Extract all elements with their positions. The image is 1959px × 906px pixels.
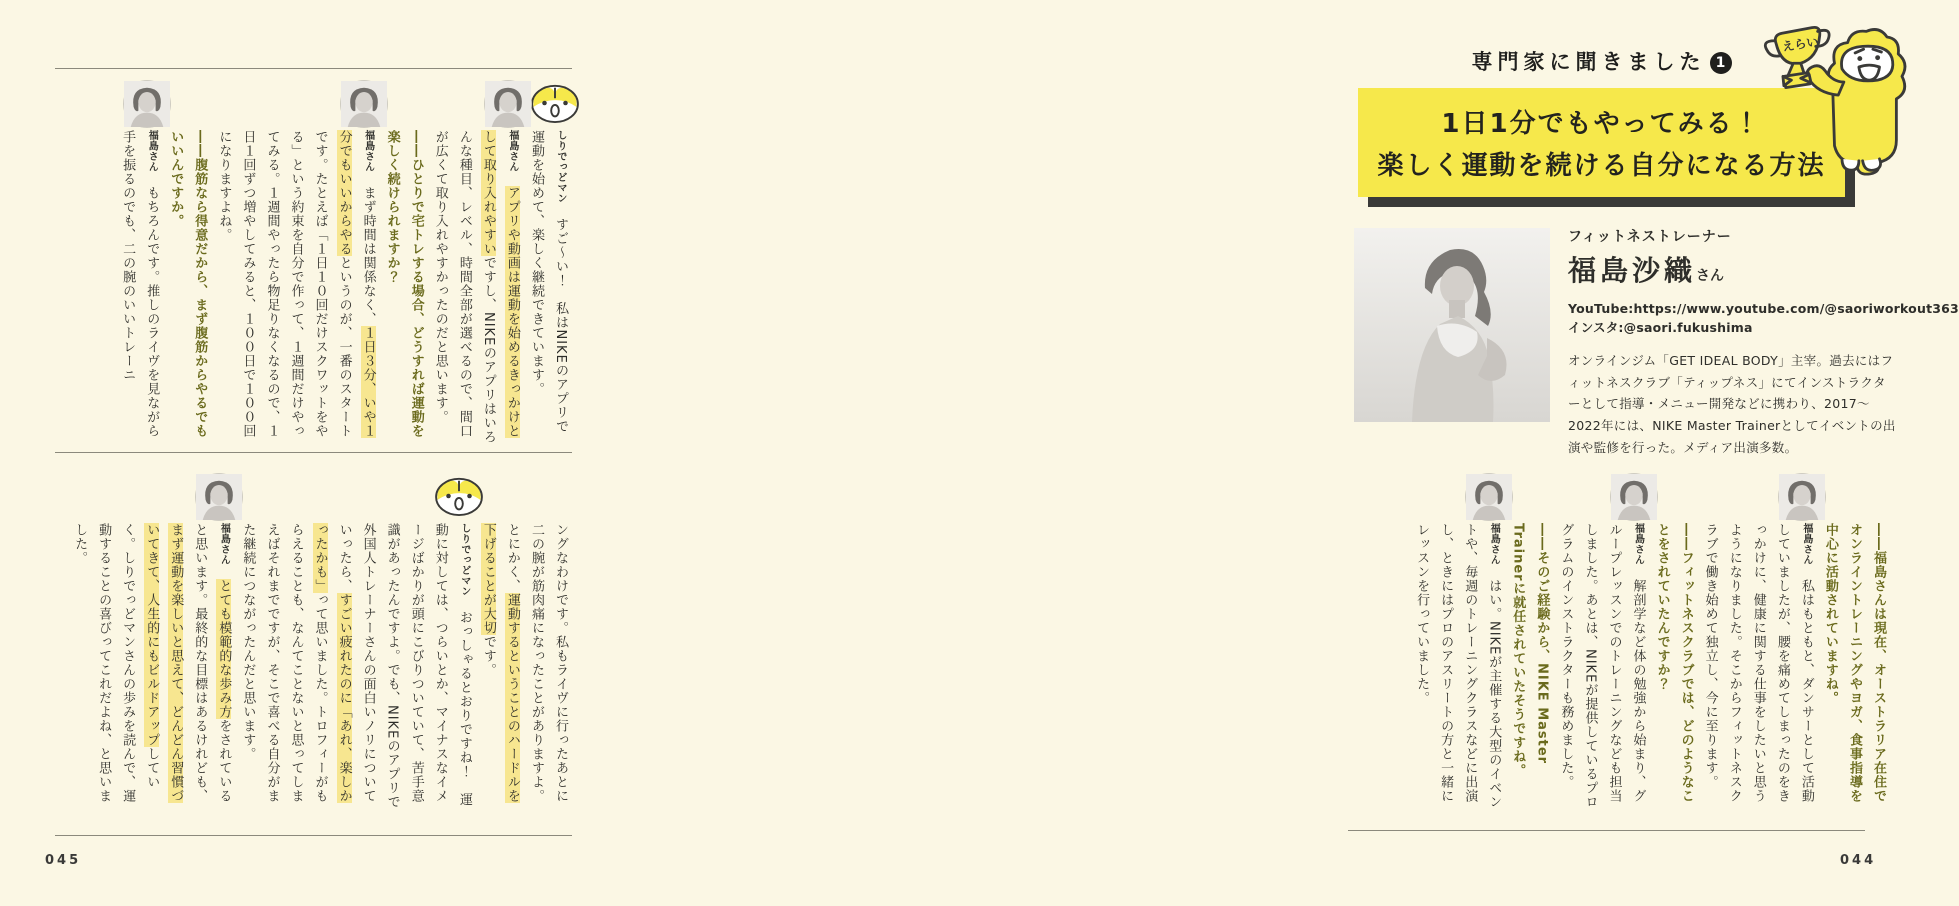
interview-column-right-bottom xyxy=(1340,523,1890,815)
interview-answer xyxy=(235,523,475,815)
interview-answer xyxy=(115,130,163,447)
speaker-name: しりでっどマン xyxy=(458,523,470,597)
highlighted-text: 運動するということのハードルを下げることが大切 xyxy=(480,523,520,803)
interview-question xyxy=(1818,523,1890,815)
body-text: って思いました。トロフィーがもらえることも、なんてことないと思ってしまえばそれまでですが、そこで喜べる自分がまた継続につながったんだと思います。 xyxy=(240,523,328,803)
question-text: ――そのご経験から、NIKE Master Trainerに就任されていたそうですね。 xyxy=(1510,523,1550,778)
body-text: ングなわけです。私もライヴに行ったあとに二の腕が筋肉痛になったことがありますよ。とにかく、 xyxy=(504,523,568,803)
profile-name-suffix: さん xyxy=(1696,268,1725,284)
interview-answer xyxy=(67,523,235,815)
interview-answer xyxy=(524,130,572,447)
body-text: 解剖学など体の勉強から始まり、グループレッスンでのトレーニングなども担当しました。あとは、NIKEが提供しているプログラムのインストラクターも務めました。 xyxy=(1558,523,1646,810)
kicker-text: 専門家に聞きました xyxy=(1471,50,1706,74)
question-text: ――フィットネスクラブでは、どのようなことをされていたんですか？ xyxy=(1654,523,1694,803)
fukushima-avatar xyxy=(195,473,243,521)
interview-answer xyxy=(1409,523,1505,815)
highlighted-text: １日３分、いや１分でもいいからやる xyxy=(336,130,376,438)
body-text: おっしゃるとおりですね！ 運動に対しては、つらいとか、マイナスなイメージばかりが頭にこびりついていて、苦手意識があったんですよ。でも、NIKEのアプリで外国人トレーナーさんの面白いノリについていったら、 xyxy=(336,523,472,810)
kicker-number-badge: 1 xyxy=(1710,52,1732,74)
shirideadman-face-icon xyxy=(434,475,484,517)
divider-left-middle xyxy=(55,452,572,453)
fukushima-avatar xyxy=(1778,473,1826,521)
body-text xyxy=(216,565,231,579)
speaker-name: 福島さん xyxy=(1488,523,1500,565)
question-text: ――福島さんは現在、オーストラリア在住でオンライントレーニングやヨガ、食事指導を中心に活動されていますね。 xyxy=(1822,523,1886,803)
profile-youtube: YouTube:https://www.youtube.com/@saoriworkout363 xyxy=(1568,301,1959,316)
interview-column-left-top xyxy=(55,130,572,447)
page-number-left: 045 xyxy=(45,853,82,868)
profile-name: 福島沙織 xyxy=(1568,254,1697,287)
interview-answer xyxy=(1553,523,1649,815)
speaker-name: 福島さん xyxy=(506,130,518,172)
body-text: というのが、一番のスタートです。たとえば「１日１０回だけスクワットをやる」という約束を自分で作って、１週間だけやってみる。１週間やったら物足りなくなるので、１日１回ずつ増やしてみると、１００日で１００回になりますよね。 xyxy=(216,130,352,438)
divider-right-bottom xyxy=(1348,830,1865,831)
fukushima-avatar xyxy=(1610,473,1658,521)
body-text: まず時間は関係なく、 xyxy=(360,172,376,326)
speaker-name: 福島さん xyxy=(362,130,374,172)
interview-column-left-bottom xyxy=(55,523,572,815)
page-right xyxy=(640,0,1959,906)
question-text: ――ひとりで宅トレする場合、どうすれば運動を楽しく続けられますか？ xyxy=(384,130,424,438)
shirideadman-face-icon xyxy=(530,82,580,124)
speaker-name: 福島さん xyxy=(1800,523,1812,565)
body-text: です。 xyxy=(480,635,496,677)
body-text: 私はもともと、ダンサーとして活動していましたが、腰を痛めてしまったのをきっかけに、健康に関する仕事をしたいと思うようになりました。そこからフィットネスクラブで働き始めて独立し、今に至ります。 xyxy=(1702,523,1814,803)
highlighted-text: すごい疲れたのに「あれ、楽しかったかも」 xyxy=(312,523,352,803)
profile-instagram: インスタ:@saori.fukushima xyxy=(1568,320,1753,336)
interview-question xyxy=(380,130,428,447)
profile-role: フィットネストレーナー xyxy=(1568,229,1732,245)
highlighted-text: アプリや動画は運動を始めるきっかけとして取り入れやすい xyxy=(480,130,520,438)
interview-answer xyxy=(476,523,572,815)
page-number-right: 044 xyxy=(1840,853,1877,868)
fukushima-avatar xyxy=(340,80,388,128)
trophy-label: えらい xyxy=(1781,34,1820,55)
speaker-name: 福島さん xyxy=(1632,523,1644,565)
fukushima-avatar xyxy=(1465,473,1513,521)
body-text: ですし、NIKEのアプリはいろんな種目、レベル、時間全部が選べるので、間口が広くて取り入れやすかったのだと思います。 xyxy=(432,130,496,445)
profile-photo xyxy=(1354,228,1550,422)
interview-question xyxy=(163,130,211,447)
profile-block xyxy=(1568,226,1959,459)
fukushima-avatar xyxy=(484,80,532,128)
body-text: していく。しりでっどマンさんの歩みを読んで、運動することの喜びってこれだよね、と思いました。 xyxy=(72,523,160,803)
interview-answer xyxy=(1698,523,1818,815)
interview-question xyxy=(1505,523,1553,815)
highlighted-text: まず運動を楽しいと思えて、どんどん習慣づいてきて、人生的にもビルドアップ xyxy=(144,523,184,803)
speaker-name: 福島さん xyxy=(218,523,230,565)
mascot-trophy-illustration xyxy=(1752,20,1902,193)
divider-left-bottom xyxy=(55,835,572,836)
speaker-name: しりでっどマン xyxy=(555,130,566,204)
headline-line1: 1日1分でもやってみる！ xyxy=(1441,109,1762,139)
interview-answer xyxy=(428,130,524,447)
body-text: をされていると思います。最終的な目標はあるけれども、 xyxy=(192,523,232,803)
highlighted-text: とても模範的な歩み方 xyxy=(216,579,232,719)
speaker-name: 福島さん xyxy=(146,130,158,172)
interview-question xyxy=(1650,523,1698,815)
body-text: すご〜い！ 私はNIKEのアプリで運動を始めて、楽しく継続できています。 xyxy=(528,130,568,434)
fukushima-avatar xyxy=(123,80,171,128)
profile-bio: オンラインジム「GET IDEAL BODY」主宰。過去にはフィットネスクラブ「ティップネス」にてインストラクターとして指導・メニュー開発などに携わり、2017〜2022年には、NIKE Master Trainerとしてイベントの出演や監修を行った。メディア出演多数。 xyxy=(1568,352,1896,455)
divider-left-top xyxy=(55,68,572,69)
body-text: はい。NIKEが主催する大型のイベントや、毎週のトレーニングクラスなどに出演し、ときにはプロのアスリートの方と一緒にレッスンを行っていました。 xyxy=(1414,523,1502,810)
page-left xyxy=(0,0,640,906)
question-text: ――腹筋なら得意だから、まず腹筋からやるでもいいんですか。 xyxy=(168,130,208,438)
interview-answer xyxy=(211,130,379,447)
body-text: もちろんです。推しのライヴを見ながら手を振るのでも、二の腕のいいトレーニ xyxy=(120,130,160,438)
body-text xyxy=(505,172,520,186)
headline-line2: 楽しく運動を続ける自分になる方法 xyxy=(1377,151,1826,181)
